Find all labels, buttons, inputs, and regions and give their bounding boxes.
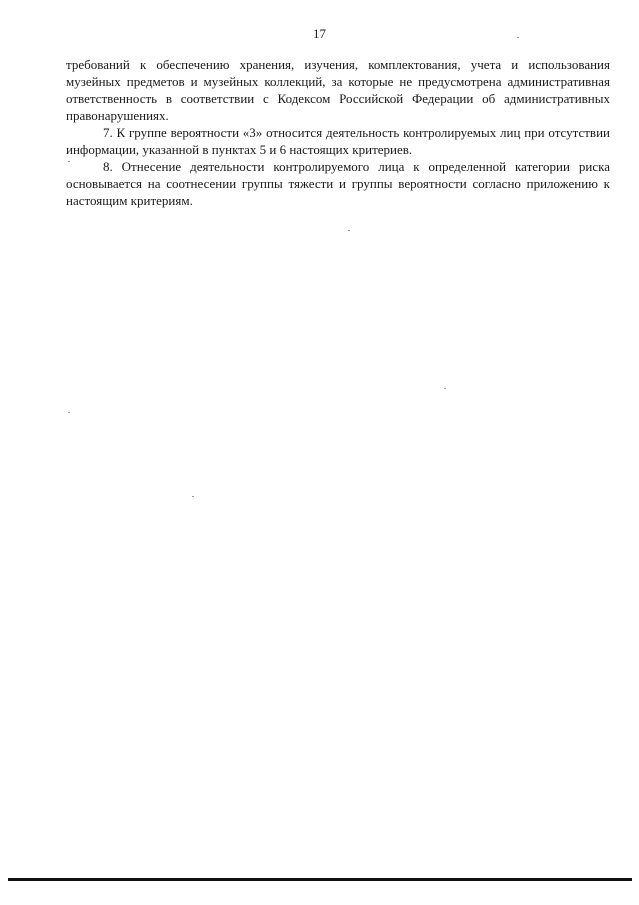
paragraph-continuation: требований к обеспечению хранения, изучения, комплектования, учета и использования музейных предметов и музейных коллекций, за которые не предусмотрена административная ответственность в соответствии с Кодексом Российской Федерации об административных правонарушениях. <box>66 57 610 123</box>
document-body <box>66 56 610 209</box>
scan-speck <box>517 37 519 38</box>
scan-speck <box>192 496 194 497</box>
scan-speck <box>444 388 446 389</box>
paragraph-item-7: 7. К группе вероятности «3» относится деятельность контролируемых лиц при отсутствии информации, указанной в пунктах 5 и 6 настоящих критериев. <box>66 125 610 157</box>
bottom-border-line <box>8 878 632 881</box>
paragraph-item-8: 8. Отнесение деятельности контролируемого лица к определенной категории риска основывается на соотнесении группы тяжести и группы вероятности согласно приложению к настоящим критериям. <box>66 159 610 208</box>
scan-speck <box>348 230 350 231</box>
scan-speck <box>68 161 70 162</box>
scan-speck <box>68 412 70 413</box>
page-number: 17 <box>313 26 326 41</box>
